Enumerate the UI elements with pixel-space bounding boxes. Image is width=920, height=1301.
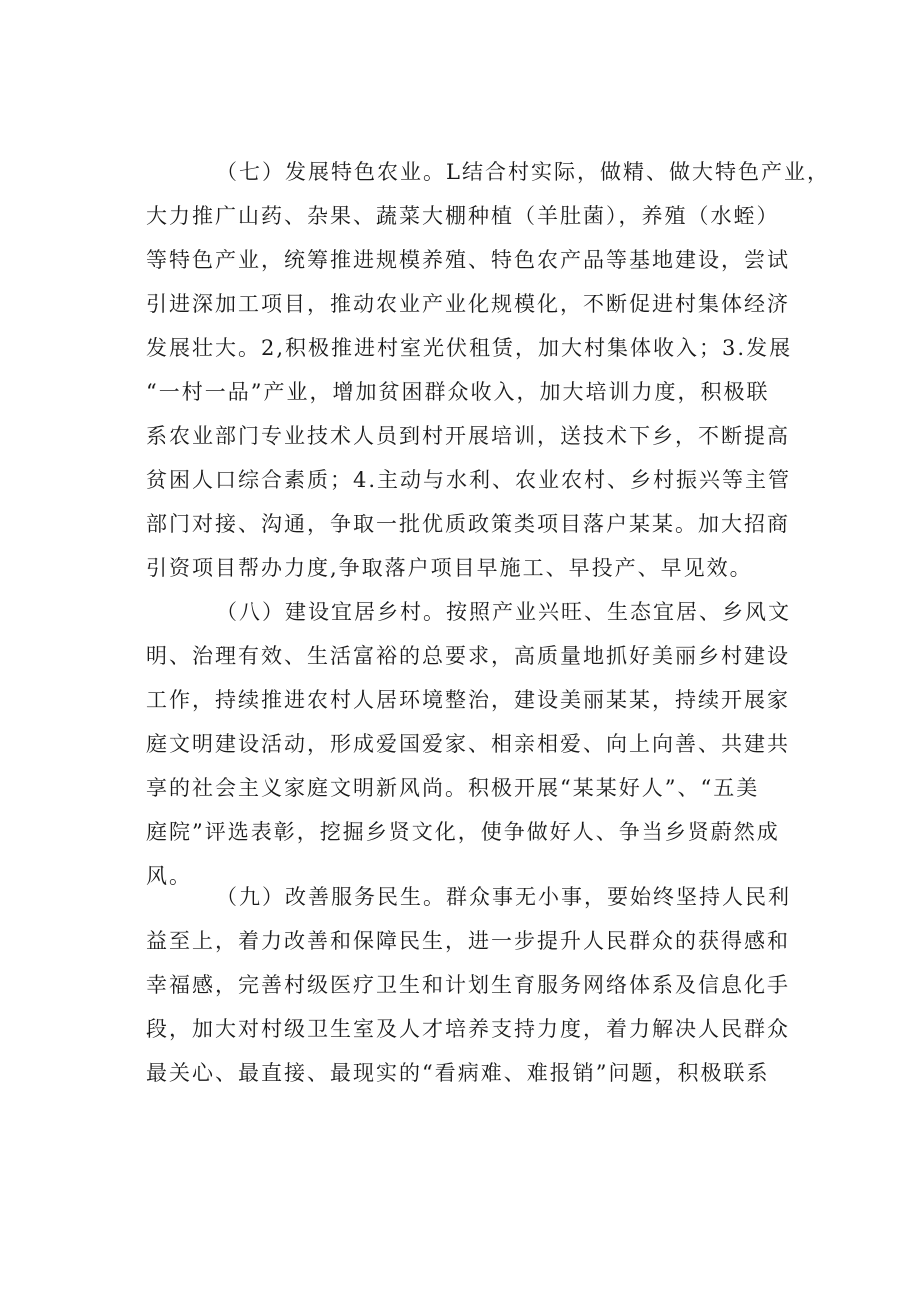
text-line: 贫困人口综合素质；4.主动与水利、农业农村、乡村振兴等主管: [146, 468, 792, 492]
text-line: 幸福感，完善村级医疗卫生和计划生育服务网络体系及信息化手: [146, 973, 790, 997]
text-line: 庭院”评选表彰，挖掘乡贤文化，使争做好人、争当乡贤蔚然成: [146, 820, 780, 844]
paragraph-build-livable-village: [146, 590, 814, 898]
text-line: “一村一品”产业，增加贫困群众收入，加大培训力度，积极联: [146, 380, 770, 404]
text-line: （七）发展特色农业。L结合村实际，做精、做大特色产业，: [216, 160, 830, 184]
text-line: （九）改善服务民生。群众事无小事，要始终坚持人民利: [216, 885, 791, 909]
text-line: 享的社会主义家庭文明新风尚。积极开展“某某好人”、“五美: [146, 776, 760, 800]
text-line: 庭文明建设活动，形成爱国爱家、相亲相爱、向上向善、共建共: [146, 732, 790, 756]
text-line: 风。: [146, 864, 192, 888]
text-line: 工作，持续推进农村人居环境整治，建设美丽某某，持续开展家: [146, 688, 790, 712]
text-line: （八）建设宜居乡村。按照产业兴旺、生态宜居、乡风文: [216, 600, 791, 624]
text-line: 部门对接、沟通，争取一批优质政策类项目落户某某。加大招商: [146, 512, 790, 536]
text-line: 最关心、最直接、最现实的“看病难、难报销”问题，积极联系: [146, 1061, 770, 1085]
text-line: 引资项目帮办力度,争取落户项目早施工、早投产、早见效。: [146, 556, 753, 580]
text-line: 引进深加工项目，推动农业产业化规模化，不断促进村集体经济: [146, 292, 790, 316]
text-line: 段，加大对村级卫生室及人才培养支持力度，着力解决人民群众: [146, 1017, 790, 1041]
paragraph-develop-specialty-agriculture: [146, 150, 830, 590]
text-line: 明、治理有效、生活富裕的总要求，高质量地抓好美丽乡村建设: [146, 644, 790, 668]
text-line: 发展壮大。2,积极推进村室光伏租赁，加大村集体收入；3.发展: [146, 336, 793, 360]
text-line: 益至上，着力改善和保障民生，进一步提升人民群众的获得感和: [146, 929, 790, 953]
text-line: 系农业部门专业技术人员到村开展培训，送技术下乡，不断提高: [146, 424, 790, 448]
text-line: 大力推广山药、杂果、蔬菜大棚种植（羊肚菌），养殖（水蛭）: [146, 204, 780, 228]
paragraph-improve-public-services: [146, 875, 814, 1095]
text-line: 等特色产业，统筹推进规模养殖、特色农产品等基地建设，尝试: [146, 248, 790, 272]
